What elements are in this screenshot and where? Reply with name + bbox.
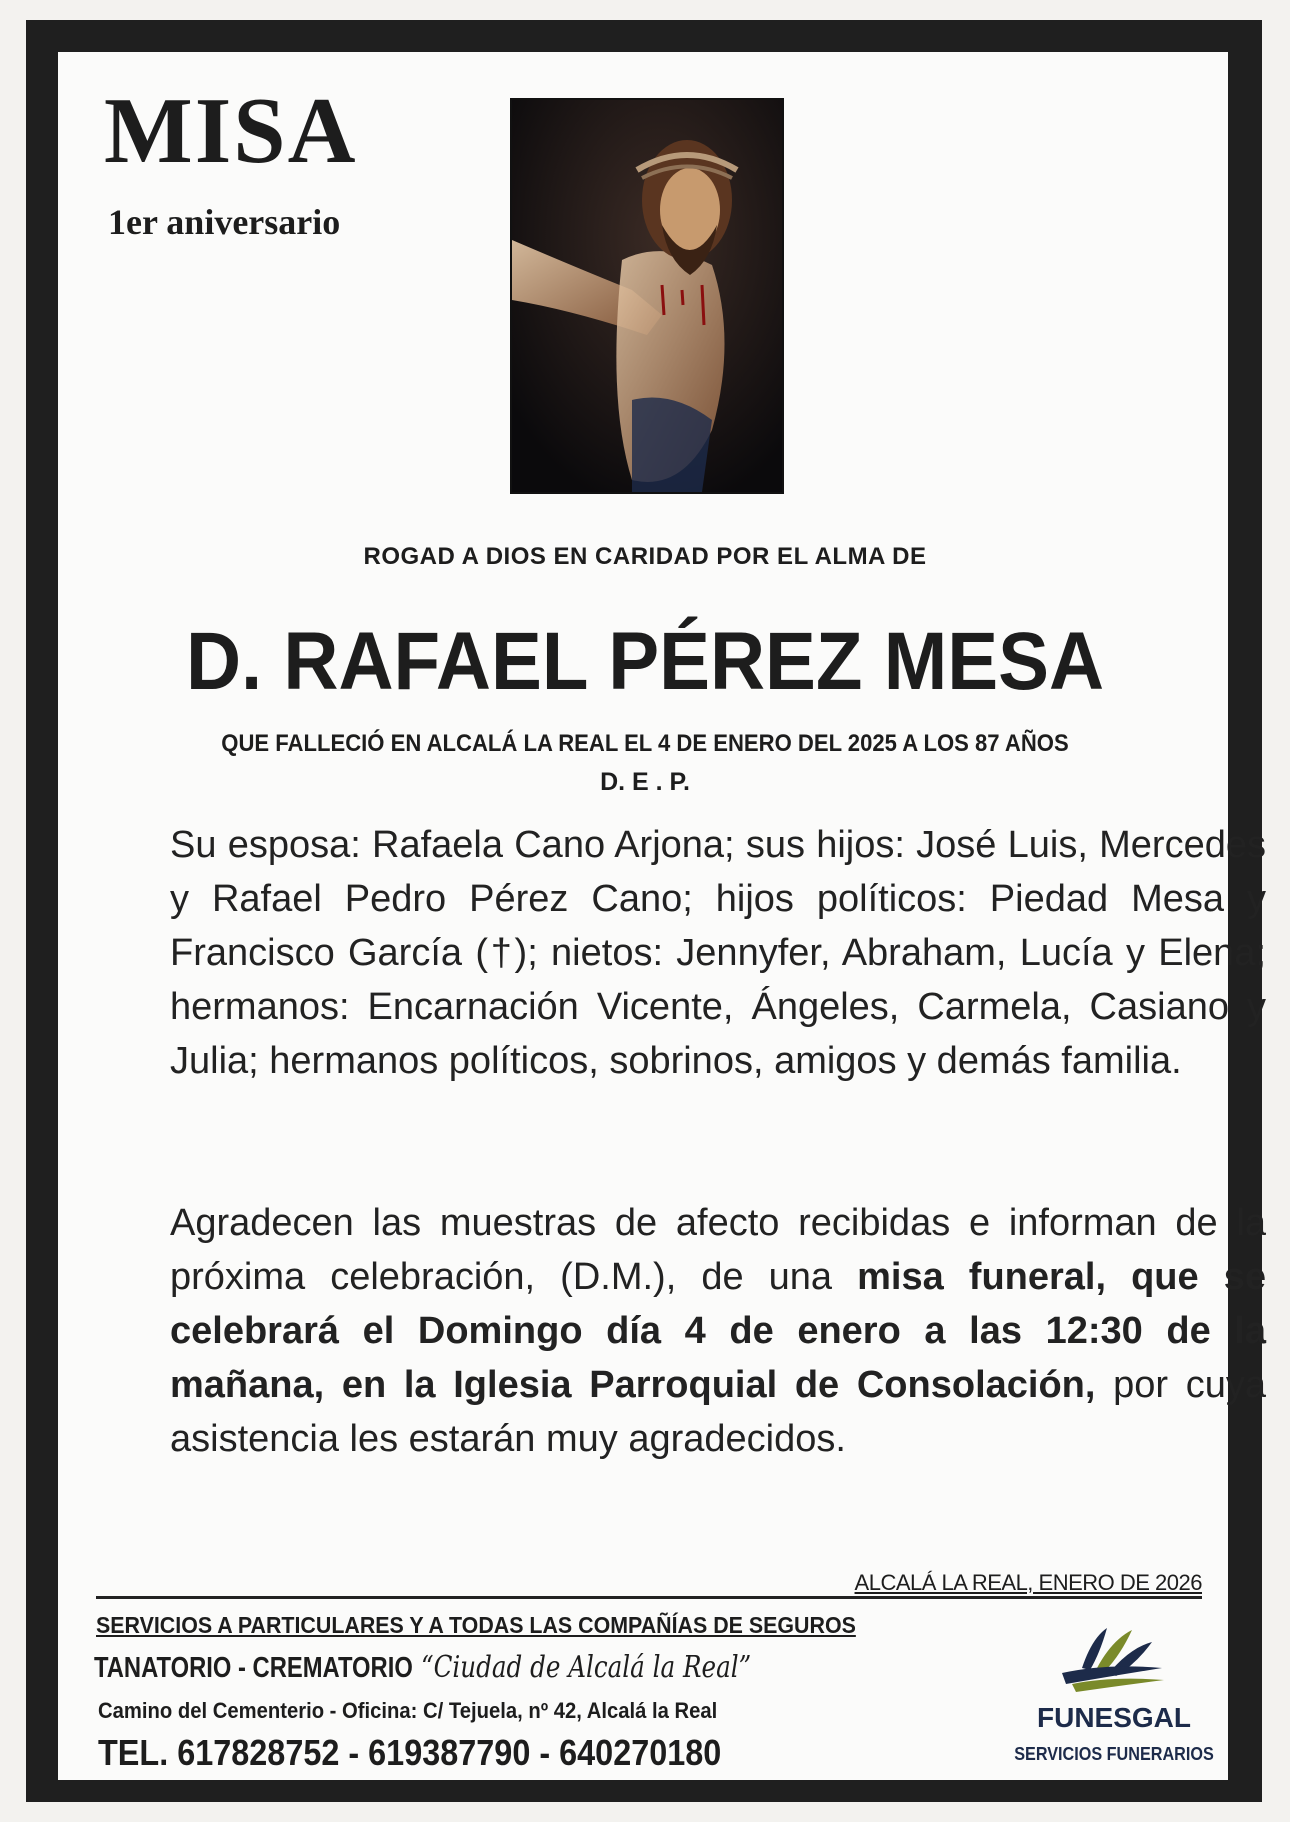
death-details: QUE FALLECIÓ EN ALCALÁ LA REAL EL 4 DE ENERO DEL 2025 A LOS 87 AÑOS: [221, 730, 1069, 757]
announcement-text-1: Agradecen las muestras de afecto recibidas e informan de la próxima celebración, (D.M.), de una: [170, 1202, 1266, 1298]
dep-abbreviation: D. E . P.: [600, 768, 690, 796]
announcement-bold: misa funeral, que se celebrará el Domingo día 4 de enero a las 12:30 de la mañana, en la Iglesia Parroquial de Consolación,: [170, 1256, 1266, 1406]
logo-tagline: SERVICIOS FUNERARIOS: [1014, 1744, 1214, 1764]
announcement-text-2: por cuya asistencia les estarán muy agradecidos.: [170, 1364, 1267, 1460]
services-line: SERVICIOS A PARTICULARES Y A TODAS LAS COMPAÑÍAS DE SEGUROS: [96, 1612, 856, 1638]
deceased-name: D. RAFAEL PÉREZ MESA: [185, 616, 1105, 707]
tanatorio-name: “Ciudad de Alcalá la Real”: [421, 1650, 752, 1685]
tanatorio-label: TANATORIO - CREMATORIO: [94, 1652, 413, 1684]
funesgal-leaves-logo: [1052, 1618, 1172, 1698]
address-line: Camino del Cementerio - Oficina: C/ Tejuela, nº 42, Alcalá la Real: [98, 1698, 718, 1723]
notice-title: MISA: [104, 79, 358, 183]
prayer-intro: ROGAD A DIOS EN CARIDAD POR EL ALMA DE: [363, 543, 927, 570]
tanatorio-line: [94, 1650, 751, 1685]
notice-subtitle: 1er aniversario: [108, 202, 341, 242]
footer-divider: [96, 1596, 1202, 1599]
logo-name: FUNESGAL: [1037, 1702, 1191, 1733]
phone-numbers: TEL. 617828752 - 619387790 - 640270180: [98, 1732, 722, 1773]
family-paragraph: Su esposa: Rafaela Cano Arjona; sus hijos: José Luis, Mercedes y Rafael Pedro Pérez Cano; hijos políticos: Piedad Mesa y Francisco García (†); nietos: Jennyfer, Abraham, Lucía y Elena; hermanos: Encarnación Vicente, Ángeles, Carmela, Casiano y Julia; hermanos políticos, sobrinos, amigos y demás familia.: [170, 824, 1266, 1082]
mass-announcement: [106, 1196, 1266, 1466]
place-date: ALCALÁ LA REAL, ENERO DE 2026: [854, 1570, 1202, 1595]
crucified-christ-image: [510, 98, 784, 494]
